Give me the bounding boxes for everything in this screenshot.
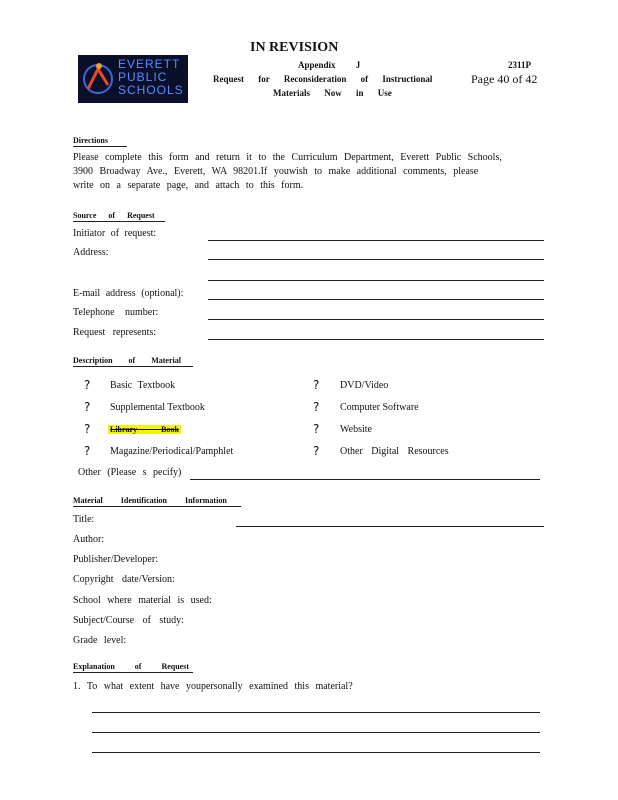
appendix-label: Appendix J (298, 60, 361, 70)
copyright-label: Copyright date/Version: (73, 574, 175, 585)
option-computer-software: Computer Software (340, 402, 419, 413)
option-library-book: Library Book (110, 425, 179, 434)
page-title: IN REVISION (250, 40, 339, 55)
grade-label: Grade level: (73, 635, 127, 646)
checkbox-icon[interactable]: ? (84, 400, 91, 414)
subtitle-line-1: Request for Reconsideration of Instructional (213, 74, 433, 84)
email-field[interactable] (208, 299, 544, 300)
title-label: Title: (73, 514, 95, 525)
option-basic-textbook: Basic Textbook (110, 380, 176, 391)
page-number: Page 40 of 42 (471, 72, 538, 86)
directions-line-1: Please complete this form and return it to the Curriculum Department, Everett Public Schools, (73, 152, 502, 163)
checkbox-icon[interactable]: ? (84, 444, 91, 458)
description-heading: Description of Material (73, 356, 181, 365)
answer-line-3[interactable] (92, 752, 540, 753)
option-magazine: Magazine/Periodical/Pamphlet (110, 446, 234, 457)
subtitle-line-2: Materials Now in Use (273, 88, 392, 98)
subject-label: Subject/Course of study: (73, 615, 184, 626)
logo-text-1: EVERETT (118, 57, 181, 71)
checkbox-icon[interactable]: ? (313, 400, 320, 414)
publisher-label: Publisher/Developer: (73, 554, 158, 565)
option-website: Website (340, 424, 372, 435)
email-label: E-mail address (optional): (73, 288, 184, 299)
logo-text-3: SCHOOLS (118, 83, 184, 97)
telephone-label: Telephone number: (73, 307, 159, 318)
directions-heading: Directions (73, 136, 108, 145)
initiator-field[interactable] (208, 240, 544, 241)
checkbox-icon[interactable]: ? (313, 378, 320, 392)
explanation-heading: Explanation of Request (73, 662, 190, 671)
address-field-1[interactable] (208, 259, 544, 260)
directions-line-2: 3900 Broadway Ave., Everett, WA 98201.If youwish to make additional comments, please (73, 166, 479, 177)
school-label: School where material is used: (73, 595, 212, 606)
represents-label: Request represents: (73, 327, 157, 338)
checkbox-icon[interactable]: ? (84, 378, 91, 392)
logo-text-2: PUBLIC (118, 70, 168, 84)
option-supplemental-textbook: Supplemental Textbook (110, 402, 205, 413)
option-other-digital: Other Digital Resources (340, 446, 449, 457)
checkbox-icon[interactable]: ? (313, 444, 320, 458)
telephone-field[interactable] (208, 319, 544, 320)
answer-line-1[interactable] (92, 712, 540, 713)
checkbox-icon[interactable]: ? (84, 422, 91, 436)
address-field-2[interactable] (208, 280, 544, 281)
other-specify-field[interactable] (190, 479, 540, 480)
question-1: 1. To what extent have youpersonally examined this material? (73, 681, 353, 692)
answer-line-2[interactable] (92, 732, 540, 733)
identification-heading: Material Identification Information (73, 496, 227, 505)
policy-code: 2311P (508, 60, 532, 70)
represents-field[interactable] (208, 339, 544, 340)
directions-line-3: write on a separate page, and attach to this form. (73, 180, 304, 191)
option-dvd-video: DVD/Video (340, 380, 389, 391)
source-heading: Source of Request (73, 211, 155, 220)
address-label: Address: (73, 247, 109, 258)
initiator-label: Initiator of request: (73, 228, 157, 239)
checkbox-icon[interactable]: ? (313, 422, 320, 436)
title-field[interactable] (236, 526, 544, 527)
everett-schools-logo (78, 55, 188, 103)
other-specify-label: Other (Please s pecify) (78, 467, 182, 478)
author-label: Author: (73, 534, 105, 545)
